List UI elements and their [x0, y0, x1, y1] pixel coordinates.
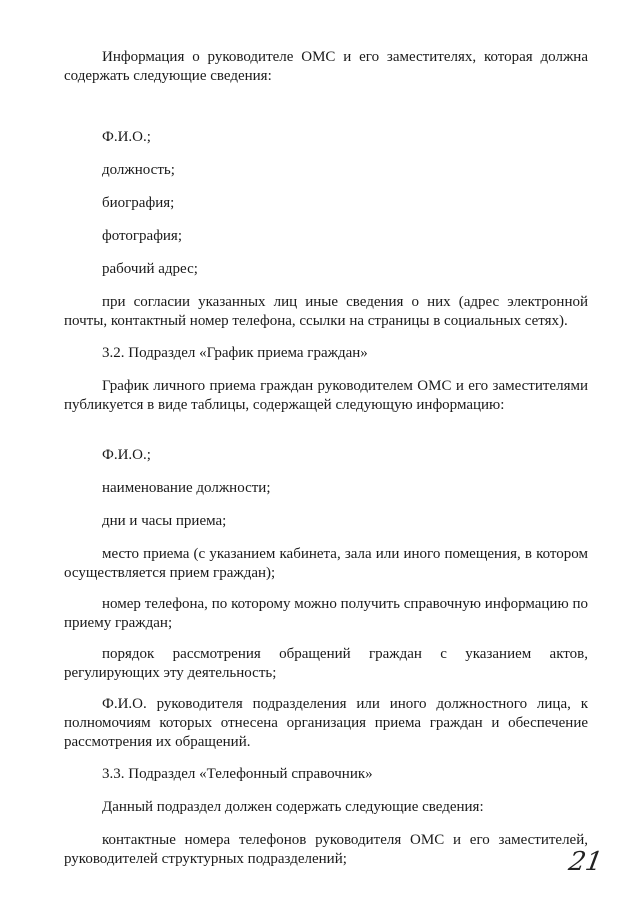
list-item: наименование должности;	[102, 480, 271, 496]
list-item: порядок рассмотрения обращений граждан с указанием актов, регулирующих эту деятельность;	[64, 646, 588, 681]
list-item: Ф.И.О.;	[102, 447, 151, 463]
section-3-3-intro: Данный подраздел должен содержать следующие сведения:	[102, 799, 484, 815]
section-3-3-heading: 3.3. Подраздел «Телефонный справочник»	[102, 766, 373, 782]
list-item: биография;	[102, 195, 175, 211]
section-3-2-heading: 3.2. Подраздел «График приема граждан»	[102, 345, 368, 361]
list-item: должность;	[102, 162, 175, 178]
list-item: дни и часы приема;	[102, 513, 227, 529]
list-item: место приема (с указанием кабинета, зала или иного помещения, в котором осуществляется прием граждан);	[64, 546, 588, 581]
section-3-3-item: контактные номера телефонов руководителя ОМС и его заместителей, руководителей структурных подразделений;	[64, 832, 588, 867]
list-item: Ф.И.О. руководителя подразделения или иного должностного лица, к полномочиям которых отнесена организация приема граждан и обеспечение рассмотрения их обращений.	[64, 696, 588, 750]
intro-paragraph: Информация о руководителе ОМС и его заместителях, которая должна содержать следующие сведения:	[64, 49, 588, 84]
list-item: фотография;	[102, 228, 183, 244]
list-item: рабочий адрес;	[102, 261, 198, 277]
page-number: 21	[566, 847, 605, 877]
list-item: Ф.И.О.;	[102, 129, 151, 145]
consent-paragraph: при согласии указанных лиц иные сведения о них (адрес электронной почты, контактный номер телефона, ссылки на страницы в социальных сетях).	[64, 294, 588, 329]
list-item: номер телефона, по которому можно получить справочную информацию по приему граждан;	[64, 596, 588, 631]
section-3-2-intro: График личного приема граждан руководителем ОМС и его заместителями публикуется в виде таблицы, содержащей следующую информацию:	[64, 378, 588, 413]
